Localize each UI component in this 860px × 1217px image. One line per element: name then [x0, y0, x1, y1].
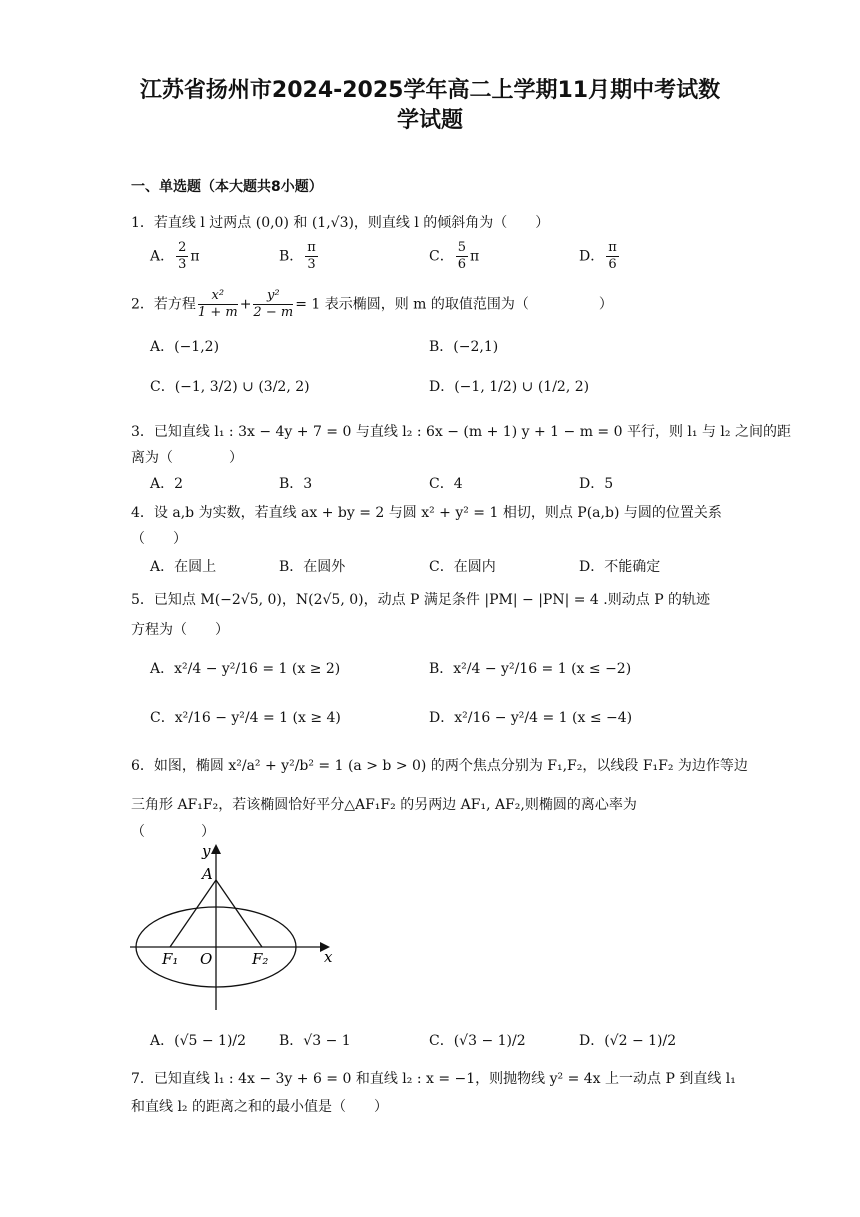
- q3-option-d[interactable]: D．5: [579, 476, 614, 492]
- title-line-2: 学试题: [396, 108, 463, 133]
- q2-stem: 2．若方程 $\frac{\text{x²}}{1 + m}$ + $\frac{\text{y²}}{2 - m}$ = 1 表示椭圆，则 m 的取值范围为（ ）: [131, 288, 613, 320]
- section-heading: 一、单选题（本大题共8小题）: [131, 179, 323, 195]
- q1-stem: 1．若直线 l 过两点 (0,0) 和 (1,√3)，则直线 l 的倾斜角为（ ）: [131, 215, 550, 231]
- q1-option-d[interactable]: D． $\frac{\pi}{6}$: [579, 240, 617, 272]
- q4-option-d[interactable]: D．不能确定: [579, 559, 661, 575]
- q5-option-b[interactable]: B．x²/4 − y²/16 = 1 (x ≤ −2): [429, 661, 632, 677]
- q4-option-c[interactable]: C．在圆内: [429, 559, 496, 575]
- q2-option-b[interactable]: B．(−2,1): [429, 339, 499, 355]
- q4-stem-line-1: 4．设 a,b 为实数，若直线 ax + by = 2 与圆 x² + y² = 1 相切，则点 P(a,b) 与圆的位置关系: [131, 505, 722, 521]
- q1-option-b[interactable]: B． $\frac{\pi}{3}$: [279, 240, 316, 272]
- q5-stem-line-1: 5．已知点 M(−2√5, 0)，N(2√5, 0)，动点 P 满足条件 |PM| − |PN| = 4 .则动点 P 的轨迹: [131, 592, 711, 608]
- q5-stem-line-2: 方程为（ ）: [131, 622, 229, 638]
- q4-option-b[interactable]: B．在圆外: [279, 559, 346, 575]
- title-line-1: 江苏省扬州市2024-2025学年高二上学期11月期中考试数: [139, 78, 721, 103]
- ellipse-figure: [120, 840, 333, 1015]
- y-axis-arrow: [211, 844, 221, 854]
- q3-option-b[interactable]: B．3: [279, 476, 313, 492]
- q1-option-a[interactable]: A． $\frac{2}{3}$ π: [150, 240, 200, 272]
- side-af2: [216, 880, 262, 947]
- q3-stem-line-1: 3．已知直线 l₁ : 3x − 4y + 7 = 0 与直线 l₂ : 6x − (m + 1) y + 1 − m = 0 平行，则 l₁ 与 l₂ 之间的距: [131, 424, 791, 440]
- q6-stem-line-2: 三角形 AF₁F₂，若该椭圆恰好平分△AF₁F₂ 的另两边 AF₁, AF₂,则椭圆的离心率为: [131, 797, 637, 813]
- q4-stem-line-2: （ ）: [131, 531, 187, 547]
- q6-stem-line-3: （ ）: [131, 824, 215, 840]
- q6-option-c[interactable]: C．(√3 − 1)/2: [429, 1033, 526, 1049]
- q6-option-a[interactable]: A．(√5 − 1)/2: [150, 1033, 247, 1049]
- label-f2: F₂: [252, 950, 269, 968]
- q5-option-c[interactable]: C．x²/16 − y²/4 = 1 (x ≥ 4): [150, 710, 341, 726]
- q7-stem-line-1: 7．已知直线 l₁ : 4x − 3y + 6 = 0 和直线 l₂ : x = −1，则抛物线 y² = 4x 上一动点 P 到直线 l₁: [131, 1071, 736, 1087]
- q3-option-c[interactable]: C．4: [429, 476, 463, 492]
- q1-option-c[interactable]: C． $\frac{5}{6}$ π: [429, 240, 480, 272]
- q2-option-a[interactable]: A．(−1,2): [150, 339, 220, 355]
- q3-option-a[interactable]: A．2: [150, 476, 184, 492]
- q6-option-b[interactable]: B．√3 − 1: [279, 1033, 351, 1049]
- label-a: A: [202, 865, 213, 883]
- label-y: y: [202, 842, 211, 860]
- q4-option-a[interactable]: A．在圆上: [150, 559, 217, 575]
- q5-option-d[interactable]: D．x²/16 − y²/4 = 1 (x ≤ −4): [429, 710, 633, 726]
- label-o: O: [200, 950, 213, 968]
- q3-stem-line-2: 离为（ ）: [131, 450, 243, 466]
- q2-option-c[interactable]: C．(−1, 3/2) ∪ (3/2, 2): [150, 379, 310, 395]
- q2-option-d[interactable]: D．(−1, 1/2) ∪ (1/2, 2): [429, 379, 590, 395]
- label-x: x: [324, 948, 333, 966]
- q6-option-d[interactable]: D．(√2 − 1)/2: [579, 1033, 677, 1049]
- side-af1: [170, 880, 216, 947]
- q5-option-a[interactable]: A．x²/4 − y²/16 = 1 (x ≥ 2): [150, 661, 341, 677]
- page-title: [0, 76, 860, 136]
- q7-stem-line-2: 和直线 l₂ 的距离之和的最小值是（ ）: [131, 1099, 388, 1115]
- label-f1: F₁: [162, 950, 179, 968]
- q6-stem-line-1: 6．如图，椭圆 x²/a² + y²/b² = 1 (a > b > 0) 的两个焦点分别为 F₁,F₂，以线段 F₁F₂ 为边作等边: [131, 758, 748, 774]
